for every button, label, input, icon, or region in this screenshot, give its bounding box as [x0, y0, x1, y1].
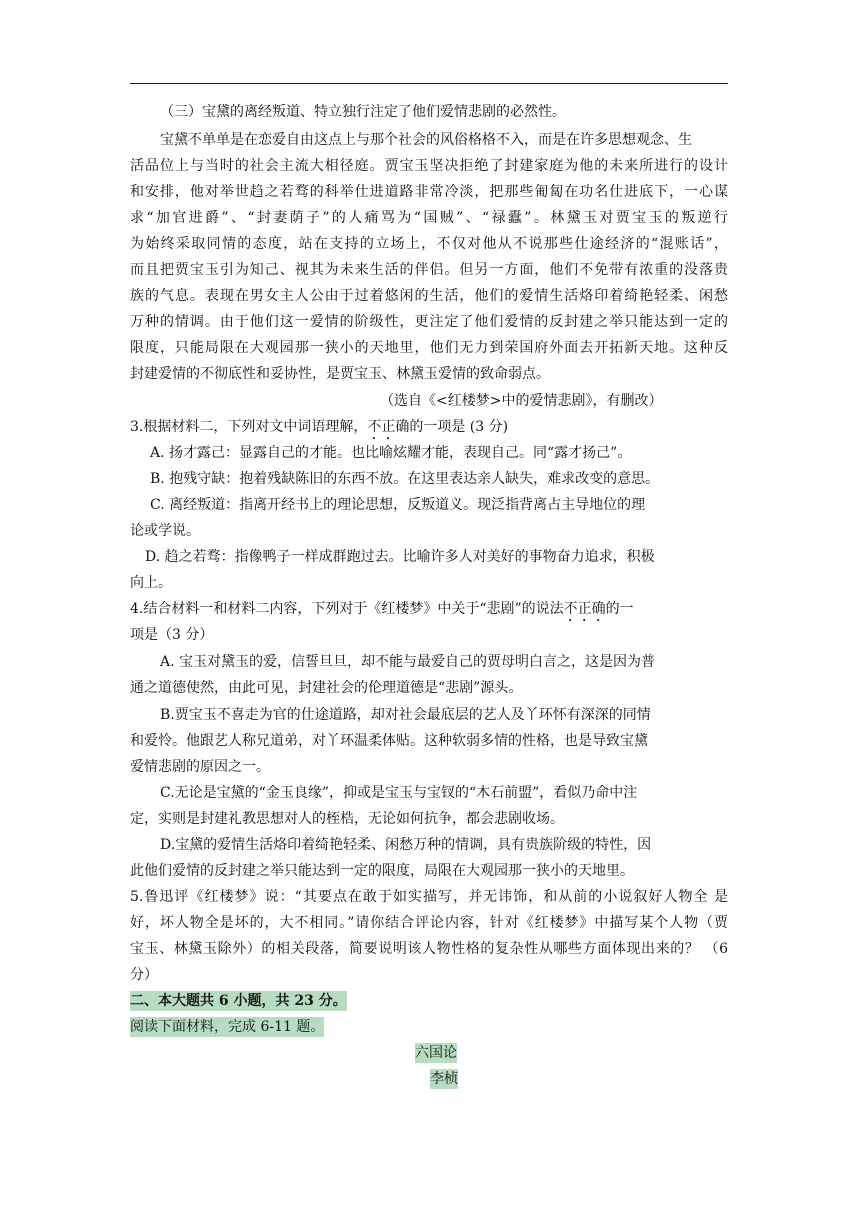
- q4-emphasis: 不正确: [563, 601, 606, 617]
- section-heading: （三）宝黛的离经叛道、特立独行注定了他们爱情悲剧的必然性。: [160, 104, 566, 120]
- q5-line-4: 分）: [130, 967, 158, 983]
- paragraph-line-9: 限度，只能局限在大观园那一狭小的天地里，他们无力到荣国府外面去开拓新天地。这种反: [130, 340, 728, 356]
- paragraph-line-6: 而且把贾宝玉引为知己、视其为未来生活的伴侣。但另一方面，他们不免带有浓重的没落贵: [130, 262, 728, 278]
- q5-line-3: 宝玉、林黛玉除外）的相关段落，简要说明该人物性格的复杂性从哪些方面体现出来的？ （6: [130, 941, 728, 957]
- paragraph-line-2: 活品位上与当时的社会主流大相径庭。贾宝玉坚决拒绝了封建家庭为他的未来所进行的设计: [130, 158, 728, 174]
- paragraph-line-8: 万种的情调。由于他们这一爱情的阶级性，更注定了他们爱情的反封建之举只能达到一定的: [130, 314, 728, 330]
- paragraph-line-1: 宝黛不单单是在恋爱自由这点上与那个社会的风俗格格不入，而是在许多思想观念、生: [160, 132, 692, 148]
- q3-option-c-cont: 论或学说。: [130, 523, 200, 539]
- paragraph-line-7: 族的气息。表现在男女主人公由于过着悠闲的生活，他们的爱情生活烙印着绮艳轻柔、闲愁: [130, 288, 728, 304]
- paragraph-line-10: 封建爱情的不彻底性和妥协性，是贾宝玉、林黛玉爱情的致命弱点。: [130, 366, 550, 382]
- q4-option-d: D.宝黛的爱情生活烙印着绮艳轻柔、闲愁万种的情调，具有贵族阶级的特性，因: [160, 837, 652, 853]
- q3-option-c: C. 离经叛道：指离开经书上的理论思想，反叛道义。现泛指背离占主导地位的理: [150, 497, 646, 513]
- q3-emphasis: 不正: [367, 419, 396, 435]
- header-rule: [130, 83, 728, 84]
- q3-option-d: D. 趋之若骛：指像鸭子一样成群跑过去。比喻许多人对美好的事物奋力追求，积极: [145, 549, 655, 565]
- paragraph-line-3: 和安排，他对举世趋之若骛的科举仕进道路非常冷淡，把那些匍匐在功名仕进底下，一心谋: [130, 184, 728, 200]
- q4-option-c-cont: 定，实则是封建礼教思想对人的桎梏，无论如何抗争，都会悲剧收场。: [130, 811, 564, 827]
- q4-option-c: C.无论是宝黛的“金玉良缘”，抑或是宝玉与宝钗的“木石前盟”，看似乃命中注: [160, 785, 638, 801]
- q4-option-b: B.贾宝玉不喜走为官的仕途道路，却对社会最底层的艺人及丫环怀有深深的同情: [160, 707, 651, 723]
- essay-author: 李桢: [430, 1071, 458, 1087]
- q3-option-b: B. 抱残守缺：抱着残缺陈旧的东西不放。在这里表达亲人缺失，难求改变的意思。: [150, 471, 660, 487]
- paragraph-line-5: 为始终采取同情的态度，站在支持的立场上，不仅对他从不说那些仕途经济的“混账话”，: [130, 236, 728, 252]
- q4-stem-cont: 项是（3 分）: [130, 627, 214, 643]
- paragraph-line-4: 求“加官进爵”、“封妻荫子”的人痛骂为“国贼”、“禄蠹”。林黛玉对贾宝玉的叛逆行: [130, 210, 728, 226]
- q4-option-a-cont: 通之道德使然，由此可见，封建社会的伦理道德是“悲剧”源头。: [130, 680, 523, 696]
- q5-line-1: 5.鲁迅评《红楼梦》说：“其要点在敢于如实描写，并无讳饰，和从前的小说叙好人物全 是: [130, 889, 728, 905]
- part2-heading: 二、本大题共 6 小题，共 23 分。: [130, 993, 347, 1009]
- q5-line-2: 好，坏人物全是坏的，大不相同。”请你结合评论内容，针对《红楼梦》中描写某个人物（贾: [130, 915, 728, 931]
- q4-option-b-cont-1: 和爱怜。他跟艺人称兄道弟，对丫环温柔体贴。这种软弱多情的性格，也是导致宝黛: [130, 733, 648, 749]
- q3-stem: 3.根据材料二，下列对文中词语理解，不正确的一项是 (3 分): [130, 419, 509, 435]
- source-note: （选自《<红楼梦>中的爱情悲剧》，有删改）: [380, 393, 663, 409]
- essay-title: 六国论: [415, 1045, 457, 1061]
- q4-option-d-cont: 此他们爱情的反封建之举只能达到一定的限度，局限在大观园那一狭小的天地里。: [130, 863, 634, 879]
- q4-option-a: A. 宝玉对黛玉的爱，信誓旦旦，却不能与最爱自己的贾母明白言之，这是因为普: [160, 654, 656, 670]
- q4-stem: 4.结合材料一和材料二内容，下列对于《红楼梦》中关于“悲剧”的说法不正确的一: [130, 601, 634, 617]
- q4-option-b-cont-2: 爱情悲剧的原因之一。: [130, 759, 270, 775]
- q3-option-a: A. 扬才露己：显露自己的才能。也比喻炫耀才能，表现自己。同“露才扬己”。: [150, 445, 632, 461]
- part2-instruction: 阅读下面材料，完成 6-11 题。: [130, 1019, 325, 1035]
- q3-option-d-cont: 向上。: [130, 575, 172, 591]
